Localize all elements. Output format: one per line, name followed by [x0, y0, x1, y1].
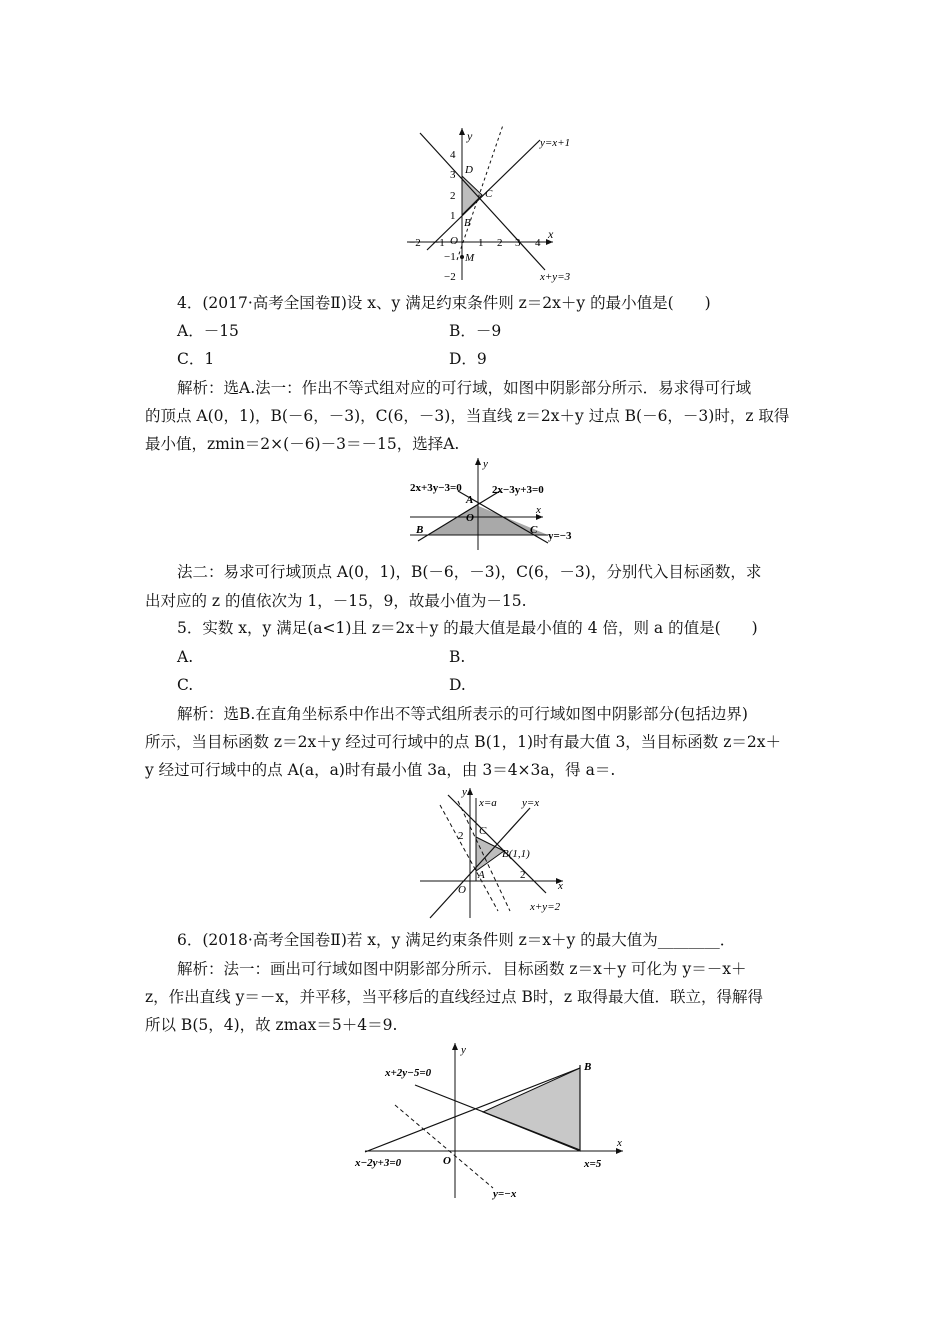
fig1-ytick: −2 — [444, 271, 456, 283]
fig1-point-d: D — [465, 164, 473, 176]
fig1-xtick: 4 — [535, 237, 541, 249]
q6-solution-line: 解析：法一：画出可行域如图中阴影部分所示．目标函数 z＝x＋y 可化为 y＝－x＋ — [177, 960, 747, 978]
fig4-line-label-3: y=−x — [493, 1188, 517, 1200]
q4-stem: 4．(2017·高考全国卷Ⅱ)设 x、y 满足约束条件则 z＝2x＋y 的最小值是( ) — [177, 294, 711, 312]
fig1-xtick: 2 — [497, 237, 503, 249]
fig3-label-x-a: x=a — [479, 797, 497, 809]
q4-option-b: B．－9 — [449, 322, 502, 340]
fig4-line-label-4: x=5 — [584, 1158, 602, 1170]
fig1-ytick: 2 — [450, 190, 456, 202]
q4-solution-line: 最小值，zmin＝2×(－6)－3＝－15，选择A. — [145, 435, 460, 453]
q5-option-b: B. — [449, 648, 466, 666]
fig1-ytick: 3 — [450, 169, 456, 181]
fig1-ytick: 4 — [450, 149, 456, 161]
q5-stem: 5．实数 x，y 满足(a<1)且 z＝2x＋y 的最大值是最小值的 4 倍，则 a 的值是( ) — [177, 619, 758, 637]
fig2-point-o: O — [466, 512, 474, 524]
q4-solution-line: 出对应的 z 的值依次为 1，－15，9，故最小值为－15. — [145, 592, 527, 610]
fig1-x-axis-label: x — [548, 227, 554, 241]
fig2-point-b: B — [416, 524, 424, 536]
fig1-ytick: 1 — [450, 210, 456, 222]
figure-4-feasible-region — [355, 1040, 635, 1205]
fig4-x-axis-label: x — [617, 1137, 622, 1149]
fig1-xtick: −1 — [433, 237, 445, 249]
q4-solution-line: 解析：选A.法一：作出不等式组对应的可行域，如图中阴影部分所示．易求得可行域 — [177, 379, 752, 397]
fig3-label-y-x: y=x — [522, 797, 540, 809]
fig2-line-label-2: 2x−3y+3=0 — [492, 484, 544, 496]
q4-solution-line: 法二：易求可行域顶点 A(0，1)，B(－6，－3)，C(6，－3)，分别代入目标函数，求 — [177, 563, 762, 581]
fig1-xtick: 3 — [515, 237, 521, 249]
fig3-point-c: C — [479, 825, 487, 837]
figure-3-feasible-region — [418, 783, 578, 923]
q5-option-a: A. — [177, 648, 194, 666]
fig4-point-b: B — [584, 1061, 592, 1073]
q6-stem: 6．(2018·高考全国卷Ⅱ)若 x，y 满足约束条件则 z＝x＋y 的最大值为________． — [177, 931, 736, 949]
fig2-point-a: A — [466, 494, 474, 506]
fig2-line-label-1: 2x+3y−3=0 — [410, 482, 462, 494]
q5-solution-line: 解析：选B.在直角坐标系中作出不等式组所表示的可行域如图中阴影部分(包括边界) — [177, 705, 748, 723]
fig3-tick-x: 2 — [520, 869, 526, 881]
fig4-y-axis-label: y — [461, 1044, 466, 1056]
fig3-y-axis-label: y — [462, 786, 467, 798]
q4-option-c: C．1 — [177, 350, 215, 368]
q5-option-c: C. — [177, 676, 194, 694]
fig2-y-axis-label: y — [483, 458, 488, 470]
fig4-line-label-1: x+2y−5=0 — [385, 1067, 432, 1079]
fig3-point-o: O — [458, 884, 466, 896]
fig1-line-label-y-x-1: y=x+1 — [540, 137, 571, 149]
fig3-tick-y: 2 — [458, 830, 464, 842]
fig3-x-axis-label: x — [558, 880, 563, 892]
fig3-point-b: B(1,1) — [502, 848, 530, 860]
fig3-point-a: A — [478, 869, 485, 881]
fig1-xtick: −2 — [409, 237, 421, 249]
fig3-label-x-y-2: x+y=2 — [530, 901, 561, 913]
fig1-xtick: 1 — [478, 237, 484, 249]
fig2-line-label-3: y=−3 — [548, 530, 572, 542]
figure-2-feasible-region — [408, 455, 572, 555]
q4-option-a: A．－15 — [177, 322, 239, 340]
fig1-y-axis-label: y — [467, 129, 473, 143]
fig1-point-c: C — [485, 188, 493, 200]
q6-solution-line: z，作出直线 y＝－x，并平移，当平移后的直线经过点 B时，z 取得最大值．联立，得解得 — [145, 988, 764, 1006]
fig1-point-m: M — [465, 252, 475, 264]
q6-solution-line: 所以 B(5，4)，故 zmax＝5＋4＝9. — [145, 1016, 398, 1034]
q4-option-d: D．9 — [449, 350, 487, 368]
q5-option-d: D. — [449, 676, 466, 694]
fig2-point-c: C — [530, 524, 538, 536]
q5-solution-line: y 经过可行域中的点 A(a，a)时有最小值 3a，由 3＝4×3a，得 a＝. — [145, 761, 616, 779]
fig1-ytick: −1 — [444, 251, 456, 263]
fig1-line-label-x-y-3: x+y=3 — [540, 271, 571, 283]
figure-1-feasible-region — [405, 120, 590, 285]
q4-solution-line: 的顶点 A(0，1)，B(－6，－3)，C(6，－3)，当直线 z＝2x＋y 过点 B(－6，－3)时，z 取得 — [145, 407, 790, 425]
fig1-origin: O — [450, 235, 458, 247]
q5-solution-line: 所示，当目标函数 z＝2x＋y 经过可行域中的点 B(1，1)时有最大值 3，当目标函数 z＝2x＋ — [145, 733, 782, 751]
fig4-line-label-2: x−2y+3=0 — [355, 1157, 402, 1169]
fig4-point-o: O — [443, 1155, 451, 1167]
fig2-x-axis-label: x — [536, 504, 541, 516]
fig1-point-b: B — [464, 217, 471, 229]
